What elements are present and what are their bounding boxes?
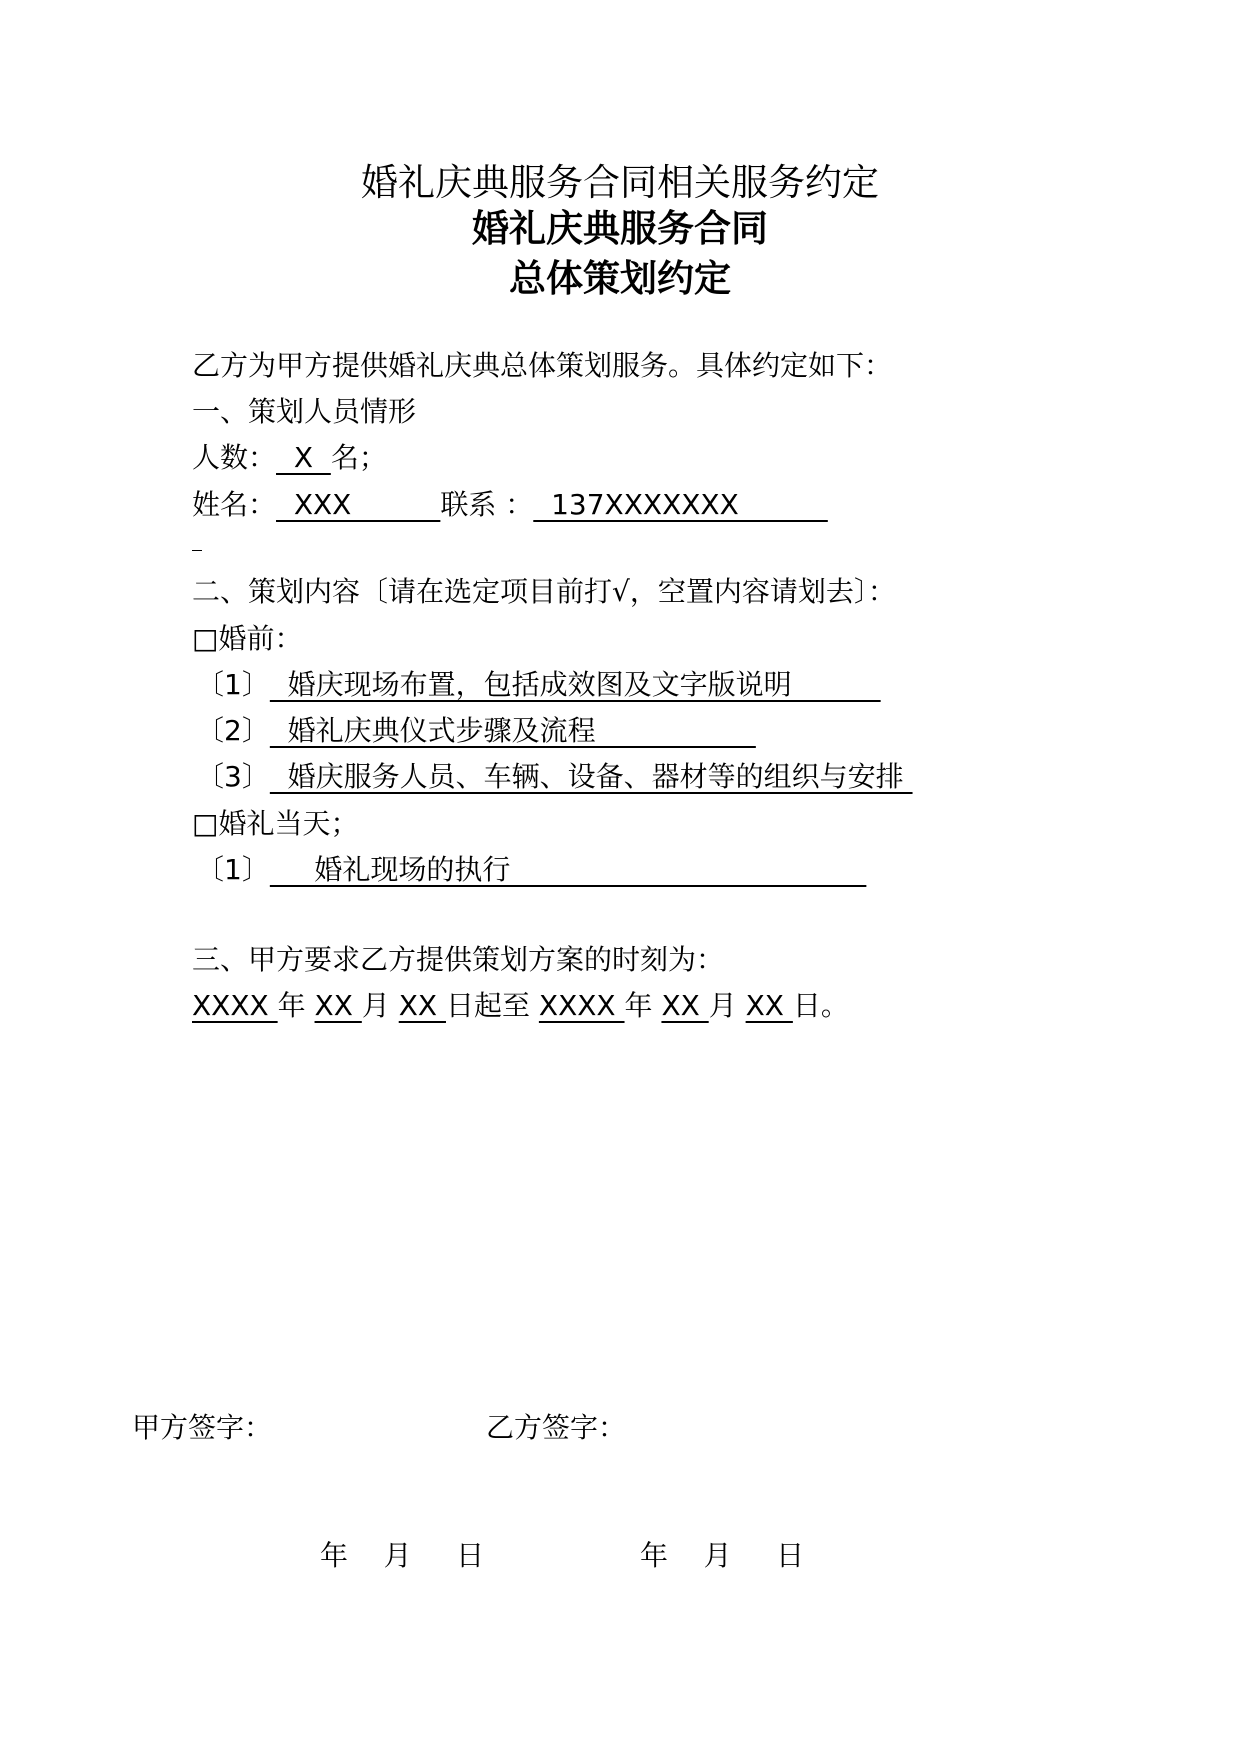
party-a-date: 年 月 日 bbox=[320, 1539, 485, 1572]
document-title-line3: 总体策划约定 bbox=[509, 257, 731, 300]
section3-heading: 三、甲方要求乙方提供策划方案的时刻为： bbox=[192, 943, 725, 976]
staff-count-value: X bbox=[276, 441, 331, 474]
staff-name-label: 姓名： bbox=[192, 488, 277, 521]
start-year-unit: 年 bbox=[277, 989, 315, 1022]
day-item-1 bbox=[196, 850, 866, 890]
party-b-date: 年 月 日 bbox=[640, 1539, 805, 1572]
start-month: XX bbox=[314, 989, 362, 1022]
before-item-3-text: 婚庆服务人员、车辆、设备、器材等的组织与安排 bbox=[269, 760, 913, 793]
before-item-2 bbox=[196, 711, 756, 751]
end-day: XX bbox=[745, 989, 793, 1022]
document-title-line1: 婚礼庆典服务合同相关服务约定 bbox=[361, 161, 879, 204]
start-day: XX bbox=[398, 989, 446, 1022]
before-item-2-text: 婚礼庆典仪式步骤及流程 bbox=[269, 714, 756, 747]
staff-name-line bbox=[192, 485, 828, 525]
before-item-3-number: 〔3〕 bbox=[196, 760, 270, 793]
staff-name-value: XXX bbox=[276, 488, 441, 521]
staff-count-label: 人数： bbox=[192, 441, 277, 474]
staff-count-unit: 名； bbox=[330, 441, 387, 474]
before-item-2-number: 〔2〕 bbox=[196, 714, 270, 747]
wedding-day-label: □婚礼当天； bbox=[192, 807, 359, 840]
section2-heading: 二、策划内容〔请在选定项目前打√，空置内容请划去〕： bbox=[192, 575, 896, 608]
before-wedding-label: □婚前： bbox=[192, 622, 303, 655]
party-b-signature-label: 乙方签字： bbox=[486, 1411, 627, 1444]
party-a-signature-label: 甲方签字： bbox=[132, 1411, 273, 1444]
start-day-unit: 日起至 bbox=[445, 989, 539, 1022]
day-item-1-number: 〔1〕 bbox=[196, 853, 270, 886]
intro-paragraph: 乙方为甲方提供婚礼庆典总体策划服务。具体约定如下： bbox=[192, 349, 893, 382]
section1-heading: 一、策划人员情形 bbox=[192, 395, 417, 428]
end-month: XX bbox=[661, 989, 709, 1022]
before-item-1 bbox=[196, 665, 881, 705]
plan-date-range bbox=[192, 986, 849, 1026]
day-item-1-text: 婚礼现场的执行 bbox=[269, 853, 867, 886]
contact-label: 联系 ： bbox=[440, 488, 534, 521]
start-month-unit: 月 bbox=[361, 989, 399, 1022]
before-item-3 bbox=[196, 757, 913, 797]
before-item-1-text: 婚庆现场布置，包括成效图及文字版说明 bbox=[269, 668, 881, 701]
end-year: XXXX bbox=[538, 989, 625, 1022]
end-day-unit: 日。 bbox=[792, 989, 849, 1022]
stray-underline-mark bbox=[192, 550, 202, 551]
document-title-line2: 婚礼庆典服务合同 bbox=[472, 207, 768, 250]
before-item-1-number: 〔1〕 bbox=[196, 668, 270, 701]
contact-value: 137XXXXXXX bbox=[533, 488, 828, 521]
end-month-unit: 月 bbox=[708, 989, 746, 1022]
end-year-unit: 年 bbox=[624, 989, 662, 1022]
start-year: XXXX bbox=[192, 989, 278, 1022]
staff-count-line bbox=[192, 438, 387, 478]
